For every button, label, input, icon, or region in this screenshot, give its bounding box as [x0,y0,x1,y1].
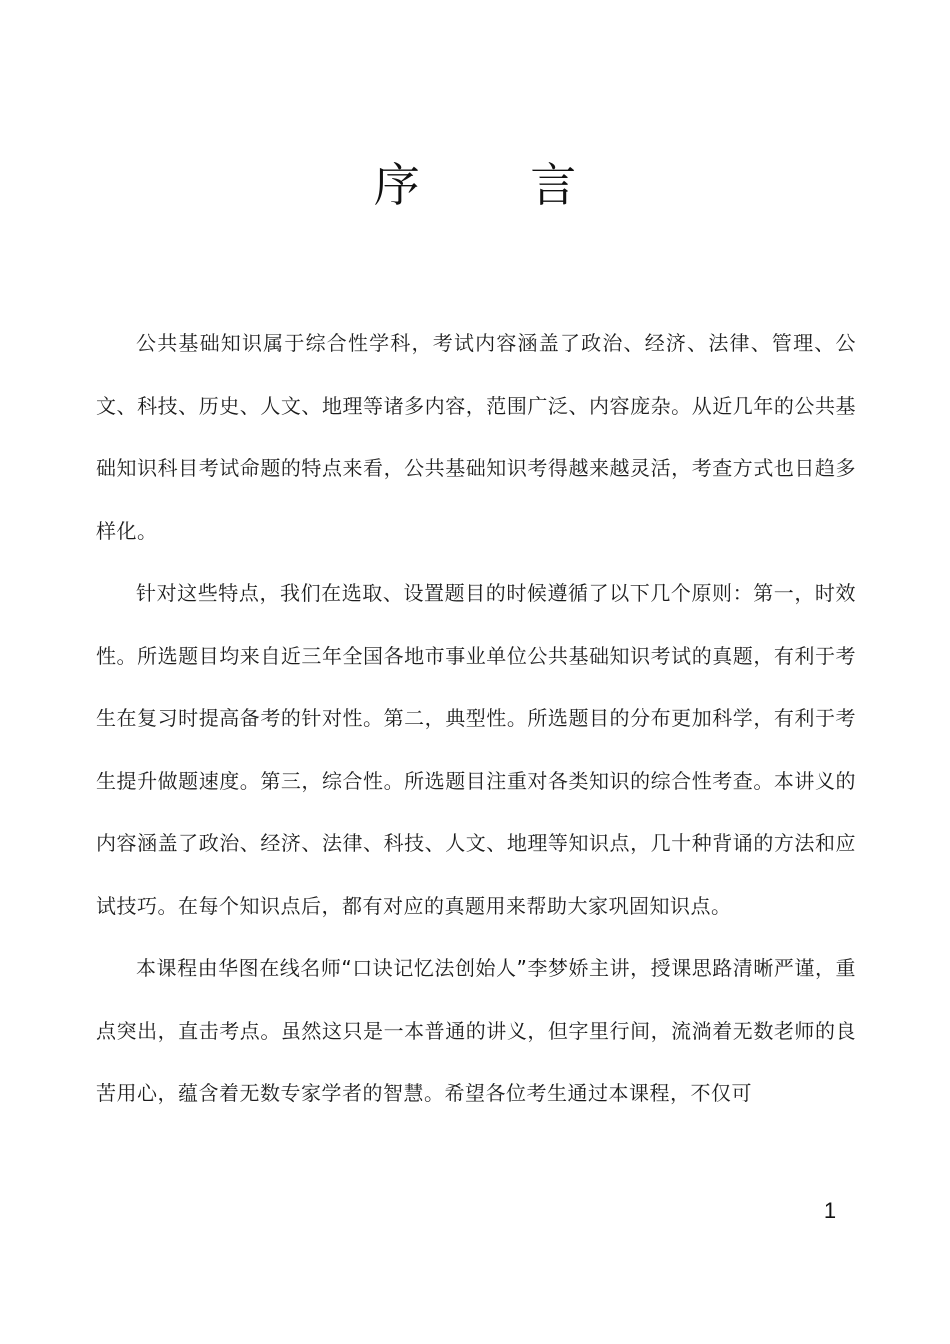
page-number: 1 [823,1198,837,1223]
paragraph: 本课程由华图在线名师“口诀记忆法创始人”李梦娇主讲，授课思路清晰严谨，重点突出，直击考点。虽然这只是一本普通的讲义，但字里行间，流淌着无数老师的良苦用心，蕴含着无数专家学者的智慧。希望各位考生通过本课程，不仅可 [96,956,856,1105]
document-body [96,312,856,1125]
page-title: 序 言 [373,157,625,212]
paragraph: 针对这些特点，我们在选取、设置题目的时候遵循了以下几个原则：第一，时效性。所选题目均来自近三年全国各地市事业单位公共基础知识考试的真题，有利于考生在复习时提高备考的针对性。第二，典型性。所选题目的分布更加科学，有利于考生提升做题速度。第三，综合性。所选题目注重对各类知识的综合性考查。本讲义的内容涵盖了政治、经济、法律、科技、人文、地理等知识点，几十种背诵的方法和应试技巧。在每个知识点后，都有对应的真题用来帮助大家巩固知识点。 [96,581,856,918]
paragraph: 公共基础知识属于综合性学科，考试内容涵盖了政治、经济、法律、管理、公文、科技、历史、人文、地理等诸多内容，范围广泛、内容庞杂。从近几年的公共基础知识科目考试命题的特点来看，公共基础知识考得越来越灵活，考查方式也日趋多样化。 [96,331,856,543]
